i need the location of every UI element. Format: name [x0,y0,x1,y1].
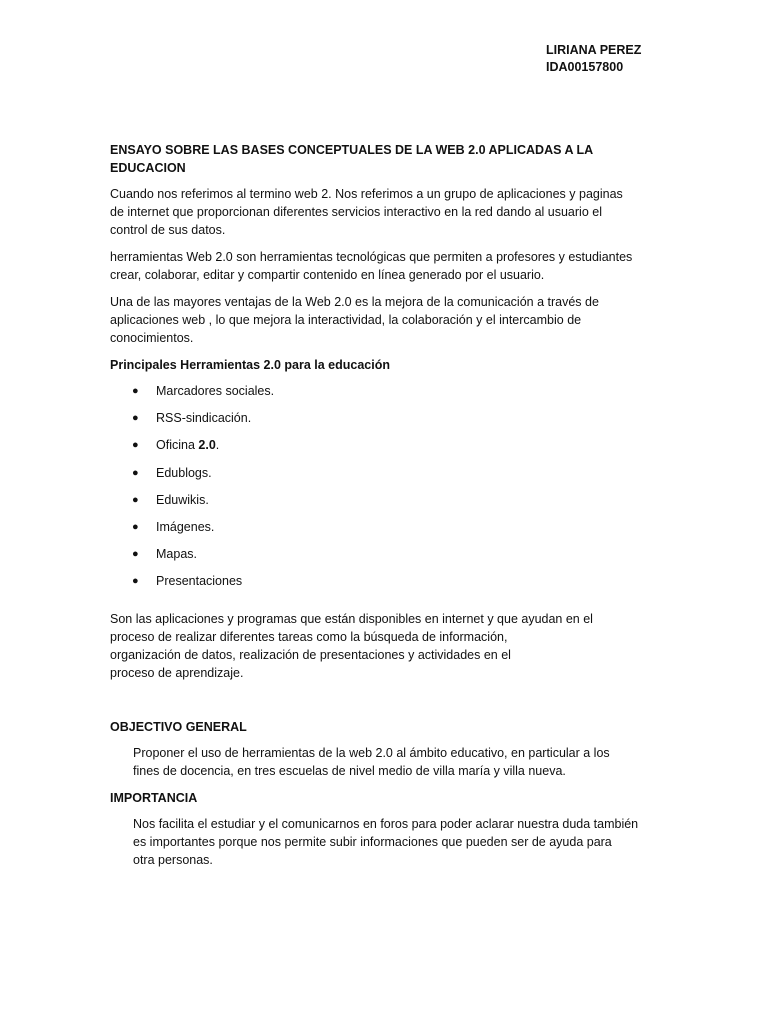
paragraph-line: crear, colaborar, editar y compartir contenido en línea generado por el usuario. [110,268,545,282]
bullet-icon: ● [132,575,139,588]
paragraph-advantages [110,293,670,347]
bullet-icon: ● [132,439,139,452]
author-name: LIRIANA PEREZ [546,43,642,57]
author-block [546,42,641,76]
paragraph-line: de internet que proporcionan diferentes servicios interactivo en la red dando al usuario el [110,205,602,219]
list-item [110,464,670,491]
paragraph-line: Son las aplicaciones y programas que están disponibles en internet y que ayudan en el [110,611,593,626]
list-item [110,518,670,545]
list-item-text: Mapas. [156,547,197,562]
paragraph-line: es importantes porque nos permite subir informaciones que pueden ser de ayuda para [133,834,612,849]
list-item-suffix: . [215,438,220,453]
essay-body [110,141,670,878]
author-id: IDA00157800 [546,60,624,74]
paragraph-importance [133,815,670,869]
bullet-icon: ● [132,466,139,479]
paragraph-line: Cuando nos referimos al termino web 2. Nos referimos a un grupo de aplicaciones y paginas [110,187,623,201]
list-item [110,491,670,518]
importance-heading: IMPORTANCIA [110,790,198,805]
list-item-text: Presentaciones [156,574,243,589]
list-item [110,382,670,409]
list-item-text: Eduwikis. [156,492,209,507]
list-item [110,572,670,599]
paragraph-intro [110,185,670,239]
paragraph-line: proceso de aprendizaje. [110,665,244,680]
paragraph-line: conocimientos. [110,331,194,345]
paragraph-line: Nos facilita el estudiar y el comunicarnos en foros para poder aclarar nuestra duda también [133,816,639,831]
paragraph-line: herramientas Web 2.0 son herramientas tecnológicas que permiten a profesores y estudiantes [110,250,633,264]
paragraph-tools-summary [110,610,670,682]
objective-heading: OBJECTIVO GENERAL [110,719,247,734]
list-item [110,436,670,463]
paragraph-tools-definition [110,248,670,284]
list-item-text: Marcadores sociales. [156,384,275,398]
bullet-icon: ● [132,520,139,533]
list-item-text: RSS-sindicación. [156,411,252,426]
list-item [110,409,670,436]
paragraph-line: fines de docencia, en tres escuelas de nivel medio de villa maría y villa nueva. [133,763,566,778]
paragraph-line: Una de las mayores ventajas de la Web 2.0 es la mejora de la comunicación a través de [110,295,599,309]
tools-heading: Principales Herramientas 2.0 para la educación [110,358,390,372]
bullet-icon: ● [132,412,139,425]
paragraph-line: aplicaciones web , lo que mejora la interactividad, la colaboración y el intercambio de [110,313,582,327]
list-item-text: Imágenes. [156,519,215,534]
bullet-icon: ● [132,548,139,561]
bullet-icon: ● [132,385,139,397]
essay-title: ENSAYO SOBRE LAS BASES CONCEPTUALES DE LA WEB 2.0 APLICADAS A LA EDUCACION [110,143,593,175]
paragraph-line: organización de datos, realización de presentaciones y actividades en el [110,647,511,662]
list-item-text: Oficina [156,438,199,453]
paragraph-line: control de sus datos. [110,223,226,237]
list-item-text: Edublogs. [156,465,212,480]
list-item-bold-text: 2.0 [198,438,216,453]
bullet-icon: ● [132,493,139,506]
paragraph-line: otra personas. [133,852,213,867]
paragraph-line: Proponer el uso de herramientas de la web 2.0 al ámbito educativo, en particular a los [133,745,610,760]
list-item [110,545,670,572]
tools-list [110,382,670,600]
paragraph-line: proceso de realizar diferentes tareas como la búsqueda de información, [110,629,508,644]
paragraph-objective [133,744,670,780]
